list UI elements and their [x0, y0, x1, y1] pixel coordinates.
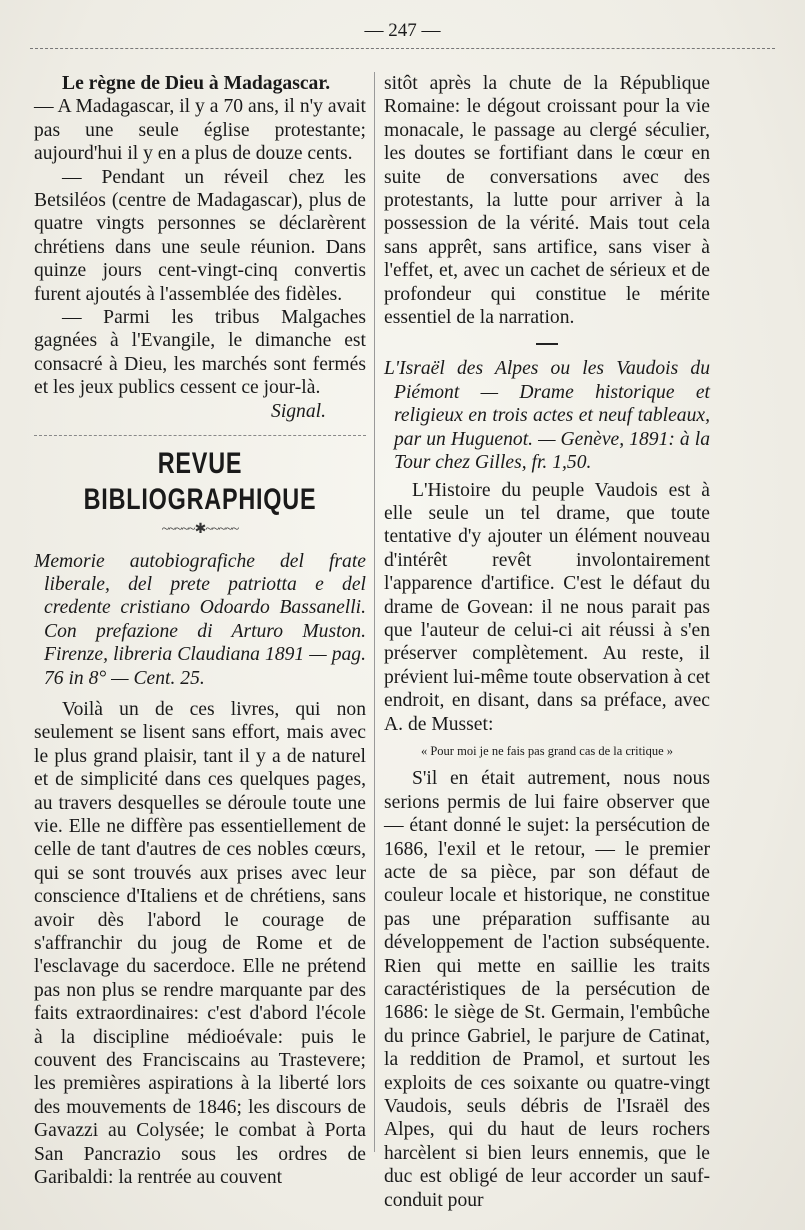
quote-line: « Pour moi je ne fais pas grand cas de la critique »	[420, 743, 673, 758]
book-reference-2: L'Israël des Alpes ou les Vaudois du Piémont — Drame historique et religieux en trois actes et neuf tableaux, par un Huguenot. — Genève, 1891: à la Tour chez Gilles, fr. 1,50.	[384, 358, 710, 474]
book-reference-1: Memorie autobiografiche del frate liberale, del prete patriotta e del credente cristiano Odoardo Bassanelli. Con prefazione di Arturo Muston. Firenze, libreria Claudiana 1891 — pag. 76 in 8° — Cent. 25.	[34, 550, 366, 689]
review-continuation: sitôt après la chute de la République Romaine: le dégout croissant pour la vie monacale, le passage au clergé séculier, les doutes se fortifiant dans le cœur en suite de conversations avec des protestants, la lutte pour arriver à la possession de la vérité. Mais tout cela sans apprêt, sans artifice, sans viser à l'effet, et, avec un cachet de sérieux et de profondeur qui constitue le mérite essentiel de la narration.	[384, 73, 710, 329]
section-rule	[34, 435, 366, 436]
left-column	[34, 72, 366, 1189]
ornament-divider: ~~~~~✱~~~~~	[161, 522, 239, 538]
notice-paragraph-3: — Parmi les tribus Malgaches gagnées à l'Evangile, le dimanche est consacré à Dieu, les marchés sont fermés et les jeux publics cessent ce jour-là.	[34, 307, 366, 399]
review-paragraph-2: L'Histoire du peuple Vaudois est à elle seule un tel drame, que toute tentative d'y ajouter un élément nouveau d'intérêt revêt involontairement l'apparence d'artifice. C'est le défaut du drame de Govean: il ne nous parait pas que l'auteur de celui-ci ait réussi à s'en préserver complètement. Au reste, il prévient lui-même toute observation à cet endroit, en disant, dans sa préface, avec A. de Musset:	[384, 479, 710, 735]
section-heading: REVUE BIBLIOGRAPHIQUE	[83, 447, 317, 517]
review-paragraph-3: S'il en était autrement, nous nous serions permis de lui faire observer que — étant donné le sujet: la persécution de 1686, l'exil et le retour, — le premier acte de sa pièce, par son défaut de couleur locale et historique, ne constitue pas une préparation suffisante au développement de l'action subséquente. Rien qui mette en saillie les traits caractéristiques de la persécution de 1686: le siège de St. Germain, l'embûche du prince Gabriel, le parjure de Catinat, la reddition de Pramol, et surtout les exploits de ces soixante ou quatre-vingt Vaudois, seuls débris de l'Israël des Alpes, qui du haut de leurs rochers harcèlent si bien leurs ennemis, que le duc est obligé de leur accorder un sauf-conduit pour	[384, 768, 710, 1211]
notice-signature: Signal.	[271, 400, 326, 422]
notice-paragraph-1: — A Madagascar, il y a 70 ans, il n'y avait pas une seule église protestante; aujourd'hui il y en a plus de douze cents.	[34, 96, 366, 165]
page-number: — 247 —	[364, 20, 441, 41]
column-divider	[374, 72, 375, 1152]
notice-paragraph-2: — Pendant un réveil chez les Betsiléos (centre de Madagascar), plus de quatre vingts personnes se déclarèrent chrétiens dans une seule réunion. Dans quinze jours cent-vingt-cinq convertis furent ajoutés à l'assemblée des fidèles.	[34, 166, 366, 305]
header-rule	[30, 48, 775, 49]
notice-title: Le règne de Dieu à Madagascar.	[62, 73, 331, 94]
review-paragraph-1: Voilà un de ces livres, qui non seulement se lisent sans effort, mais avec le plus grand plaisir, tant il y a de naturel et de simplicité dans ces quelques pages, au travers desquelles se déroule toute une vie. Elle ne diffère pas essentiellement de celle de tant d'autres de ces nobles cœurs, qui se sont trouvés aux prises avec leur conscience d'Italiens et de chrétiens, sans avoir dès l'abord le courage de s'affranchir du joug de Rome et de l'esclavage du sacerdoce. Elle ne prétend pas non plus se rendre marquante par des faits extraordinaires: c'est d'abord l'école à la discipline médioévale: puis le couvent des Franciscains au Trastevere; les premières aspirations à la liberté lors des mouvements de 1846; les discours de Gavazzi au Colysée; le combat à Porta San Pancrazio sous les ordres de Garibaldi: la rentrée au couvent	[34, 698, 366, 1189]
news-notice	[34, 72, 366, 95]
right-column	[384, 72, 710, 1212]
review-separator	[536, 343, 558, 345]
